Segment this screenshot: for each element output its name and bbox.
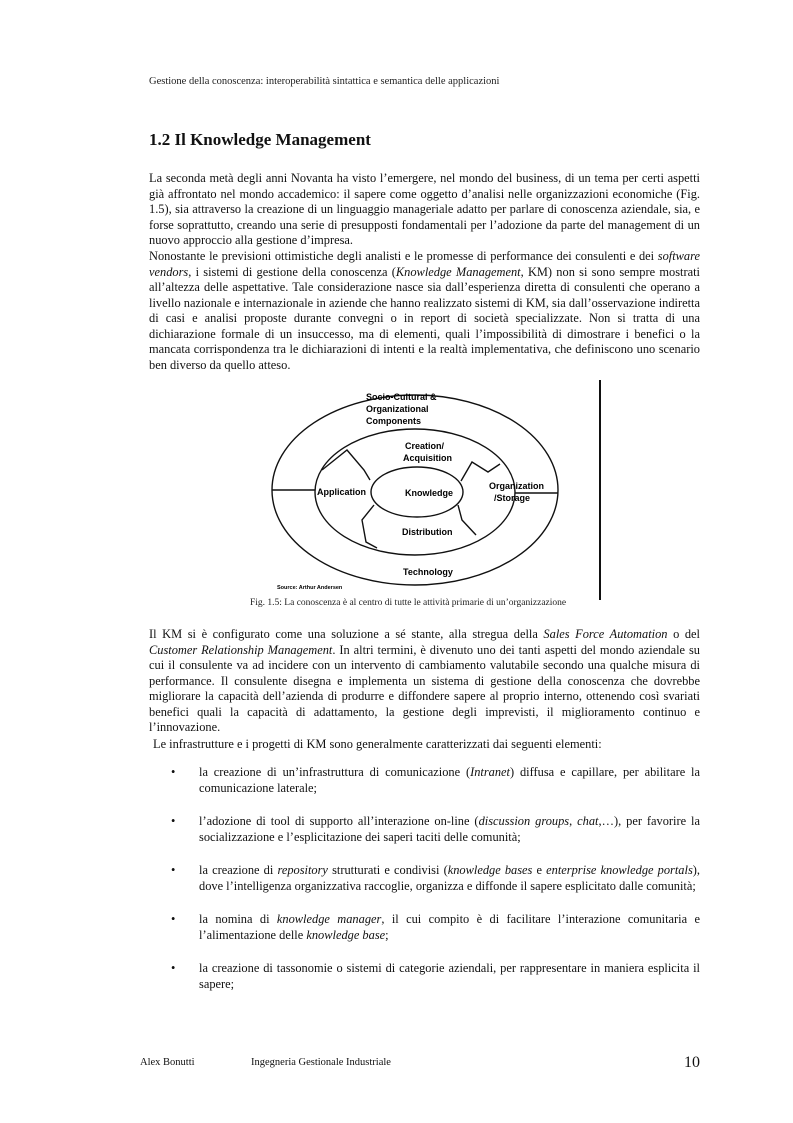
arrow-top-left	[322, 450, 370, 480]
arrow-top-right	[461, 462, 500, 481]
label-technology: Technology	[403, 567, 453, 577]
label-sociocultural-1: Socio-Cultural &	[366, 392, 437, 402]
label-distribution: Distribution	[402, 527, 453, 537]
label-sociocultural-3: Components	[366, 416, 421, 426]
arrow-bottom-left	[362, 505, 377, 548]
bullet-icon: •	[171, 912, 176, 926]
km-diagram-svg	[262, 380, 607, 602]
label-application: Application	[317, 487, 366, 497]
bullet-icon: •	[171, 961, 176, 975]
label-knowledge: Knowledge	[405, 488, 454, 498]
list-item: • la creazione di un’infrastruttura di comunicazione (Intranet) diffusa e capillare, per abilitare la comunicazione laterale;	[171, 765, 700, 795]
label-sociocultural-2: Organizational	[366, 404, 429, 414]
footer-author: Alex Bonutti	[140, 1057, 195, 1068]
label-source: Source: Arthur Andersen	[277, 585, 343, 591]
list-item: • la creazione di tassonomie o sistemi di categorie aziendali, per rappresentare in maniera esplicita il sapere;	[171, 961, 700, 991]
footer-course: Ingegneria Gestionale Industriale	[251, 1057, 391, 1068]
list-item: • la nomina di knowledge manager, il cui compito è di facilitare l’interazione comunitaria e l’alimentazione delle knowledge base;	[171, 912, 700, 942]
list-item: • la creazione di repository strutturati e condivisi (knowledge bases e enterprise knowledge portals), dove l’intelligenza organizzativa raccoglie, organizza e diffonde il sapere esplicitato dalle comunità;	[171, 863, 701, 893]
label-organization-2: /Storage	[494, 493, 531, 503]
paragraph-intro: La seconda metà degli anni Novanta ha visto l’emergere, nel mondo del business, di un tema per certi aspetti già affrontato nel mondo accademico: il sapere come oggetto d’analisi nelle organizzazioni economiche (Fig. 1.5), sia attraverso la creazione di un linguaggio manageriale adatto per parlare di conoscenza aziendale, sia, e forse soprattutto, creando una serie di presupposti fondamentali per l’adozione da parte del management di un nuovo approccio alla gestione d’impresa.	[149, 171, 700, 247]
elements-list	[167, 765, 700, 1010]
page-number: 10	[684, 1054, 700, 1071]
label-creation-2: Acquisition	[403, 453, 452, 463]
figure-caption: Fig. 1.5: La conoscenza è al centro di tutte le attività primarie di un’organizzazione	[250, 598, 567, 608]
km-diagram	[262, 380, 607, 602]
bullet-icon: •	[171, 814, 176, 828]
list-item: • l’adozione di tool di supporto all’interazione on-line (discussion groups, chat,…), per favorire la socializzazione e l’esplicitazione dei saperi taciti delle comunità;	[171, 814, 701, 844]
arrow-bottom-right	[458, 505, 476, 535]
paragraph-km-solution: Il KM si è configurato come una soluzione a sé stante, alla stregua della Sales Force Automation o del Customer Relationship Management. In altri termini, è divenuto uno dei tanti aspetti del mondo aziendale su cui il consulente va ad incidere con un intervento di cambiamento valutabile secondo una qualche misura di performance. Il consulente disegna e implementa un sistema di gestione della conoscenza che dovrebbe migliorare la capacità dell’azienda di produrre e diffondere sapere al proprio interno, ottenendo così svariati benefici quali la capacità di adattamento, la gestione degli imprevisti, il miglioramento continuo e l’innovazione.	[149, 627, 700, 734]
bullet-icon: •	[171, 863, 176, 877]
bullet-icon: •	[171, 765, 176, 779]
paragraph-km-expectations: Nonostante le previsioni ottimistiche degli analisti e le promesse di performance dei consulenti e dei software vendors, i sistemi di gestione della conoscenza (Knowledge Management, KM) non si sono sempre mostrati all’altezza delle aspettative. Tale considerazione nasce sia dall’esperienza diretta di consulenti che operano a livello nazionale e internazionale in aziende che hanno realizzato sistemi di KM, sia dall’osservazione indiretta di casi e analisi proposte durante convegni o in report di società specializzate. Non si tratta di una dichiarazione formale di un insuccesso, ma di elementi, quali l’impossibilità di dimostrare i benefici o la mancata corrispondenza tra le dichiarazioni di intenti e la realtà implementativa, che definiscono uno scenario ben diverso da quello atteso.	[149, 249, 700, 372]
list-lead: Le infrastrutture e i progetti di KM sono generalmente caratterizzati dai seguenti elementi:	[153, 737, 602, 751]
label-creation-1: Creation/	[405, 441, 445, 451]
section-title: 1.2 Il Knowledge Management	[149, 130, 371, 149]
label-organization-1: Organization	[489, 481, 545, 491]
running-header: Gestione della conoscenza: interoperabilità sintattica e semantica delle applicazioni	[149, 76, 500, 87]
